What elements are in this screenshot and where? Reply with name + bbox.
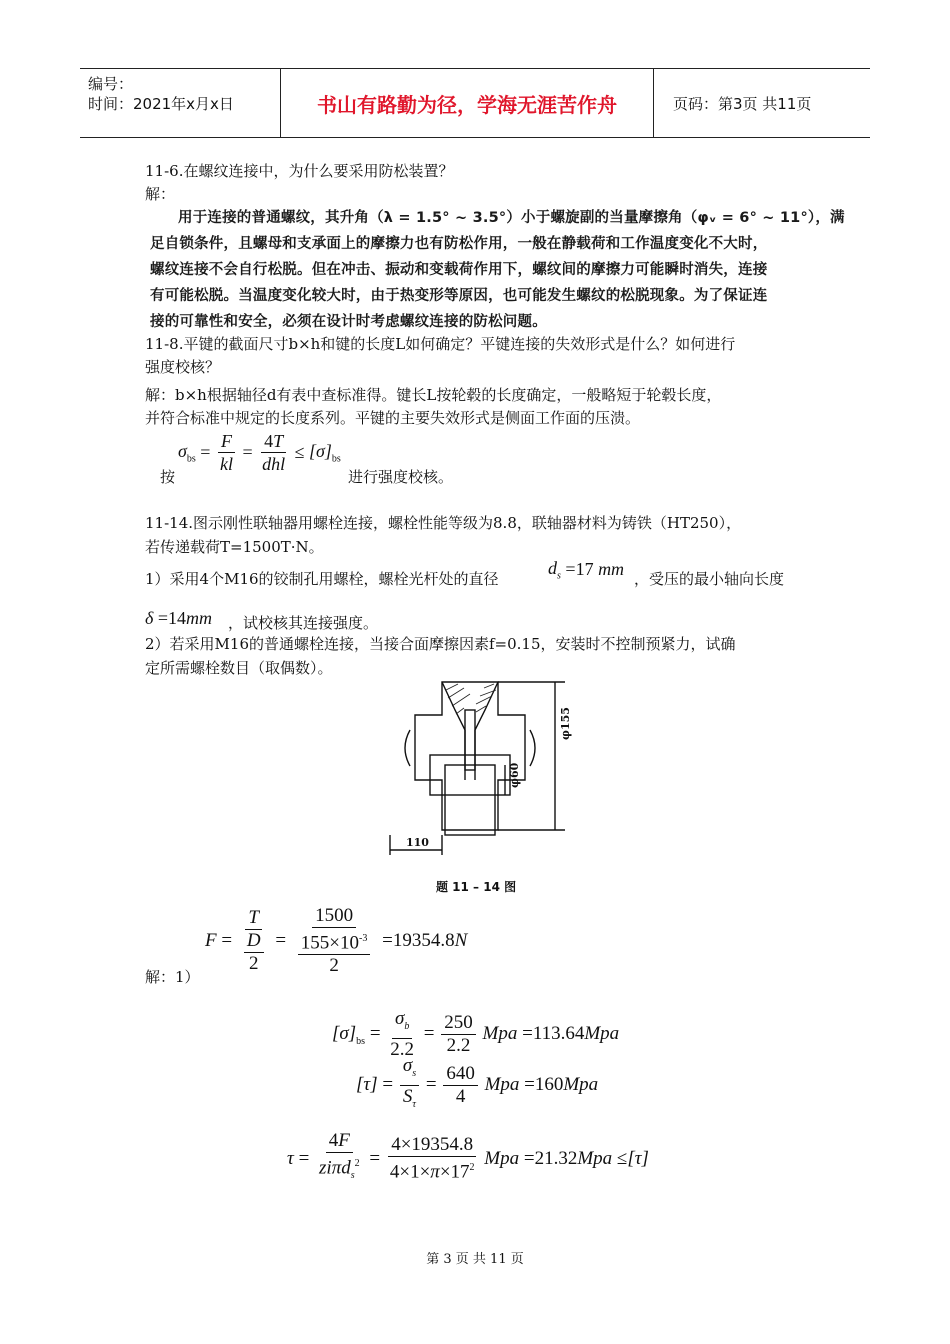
q2-answer-line1: 解：b×h根据轴径d有表中查标准得。键长L按轮毂的长度确定，一般略短于轮毂长度， xyxy=(145,386,722,404)
q1-title: 11-6.在螺纹连接中，为什么要采用防松装置？ xyxy=(145,162,454,180)
q2-title-line2: 强度校核？ xyxy=(145,358,221,376)
header-motto: 书山有路勤为径，学海无涯苦作舟 xyxy=(281,69,654,137)
dim-155-label: φ155 xyxy=(559,707,572,740)
q3-part1-line1a: 1）采用4个M16的铰制孔用螺栓，螺栓光杆处的直径 xyxy=(145,570,499,588)
solution-label: 解：1） xyxy=(145,968,200,986)
header-page-info xyxy=(663,69,868,137)
q1-answer-label: 解： xyxy=(145,185,176,203)
code-label: 编号： xyxy=(88,75,134,93)
time-label: 时间：2021年x月x日 xyxy=(88,95,234,113)
q2-answer-line2: 并符合标准中规定的长度系列。平键的主要失效形式是侧面工作面的压溃。 xyxy=(145,409,641,427)
coupling-drawing xyxy=(380,670,580,900)
coupling-figure xyxy=(380,670,580,900)
scan-line: 螺纹连接不会自行松脱。但在冲击、振动和变载荷作用下，螺纹间的摩擦力可能瞬时消失，连接 xyxy=(150,262,768,278)
q2-check-label: 进行强度校核。 xyxy=(348,468,454,486)
scan-line: 用于连接的普通螺纹，其升角（λ = 1.5° ~ 3.5°）小于螺旋副的当量摩擦角（φᵥ = 6° ~ 11°），满 xyxy=(178,210,845,226)
q3-part2-line1: 2）若采用M16的普通螺栓连接，当接合面摩擦因素f=0.15，安装时不控制预紧力，试确 xyxy=(145,635,736,653)
scan-line: 接的可靠性和安全，必须在设计时考虑螺纹连接的防松问题。 xyxy=(150,314,547,330)
q2-title-line1: 11-8.平键的截面尺寸b×h和键的长度L如何确定？平键连接的失效形式是什么？如何进行 xyxy=(145,335,736,353)
dim-110-label: 110 xyxy=(406,836,429,849)
page-footer: 第 3 页 共 11 页 xyxy=(426,1252,524,1267)
shank-diameter: $d_s$ = 17 mm xyxy=(548,558,625,582)
q3-title-line2: 若传递载荷T=1500T·N。 xyxy=(145,538,324,556)
q3-title-line1: 11-14.图示刚性联轴器用螺栓连接，螺栓性能等级为8.8，联轴器材料为铸铁（HT250）， xyxy=(145,514,742,532)
page-info: 页码：第3页 共11页 xyxy=(673,94,812,113)
allowable-shear-stress: [τ] = $\frac{\sigma_s}{S_\tau}$ = $\frac{640}{4}$ Mpa = 160 Mpa xyxy=(356,1055,599,1110)
scan-line: 有可能松脱。当温度变化较大时，由于热变形等原因，也可能发生螺纹的松脱现象。为了保证连 xyxy=(150,288,768,304)
q3-part1-line1b: ，受压的最小轴向长度 xyxy=(634,570,785,588)
q2-by-label: 按 xyxy=(160,468,176,486)
q3-part1-line2b: ，试校核其连接强度。 xyxy=(228,614,379,632)
force-formula: F = $\frac{T}{\frac{D}{2}}$ = $\frac{1500}{\frac{155\times 10^{-3}}{2}}$ = 19354.8 N xyxy=(205,905,468,977)
shear-stress-check: τ = $\frac{4F}{zi\pi d_s^2}$ = $\frac{4\times 19354.8}{4\times 1\times\pi\times 17^2}$ Mpa = 21.32 Mpa ≤ [τ] xyxy=(287,1130,649,1183)
min-length: δ = 14 mm xyxy=(145,608,213,628)
allowable-bearing-stress: $[\sigma]_{bs}$ = $\frac{\sigma_b}{2.2}$ = $\frac{250}{2.2}$ Mpa = 113.64 Mpa xyxy=(332,1008,620,1060)
figure-caption: 题 11 – 14 图 xyxy=(436,880,517,894)
dim-60-label: φ60 xyxy=(508,762,521,788)
bearing-stress-formula: $\sigma_{bs}$ = $\frac{F}{kl}$ = $\frac{4T}{\text{dhl}}$ ≤ $[\sigma]_{bs}$ xyxy=(178,431,341,474)
header-meta xyxy=(80,69,281,137)
page-header xyxy=(80,68,870,138)
q1-scanned-answer xyxy=(150,205,845,335)
scan-line: 足自锁条件，且螺母和支承面上的摩擦力也有防松作用，一般在静载荷和工作温度变化不大时， xyxy=(150,236,768,252)
q3-part2-line2: 定所需螺栓数目（取偶数）。 xyxy=(145,659,333,677)
